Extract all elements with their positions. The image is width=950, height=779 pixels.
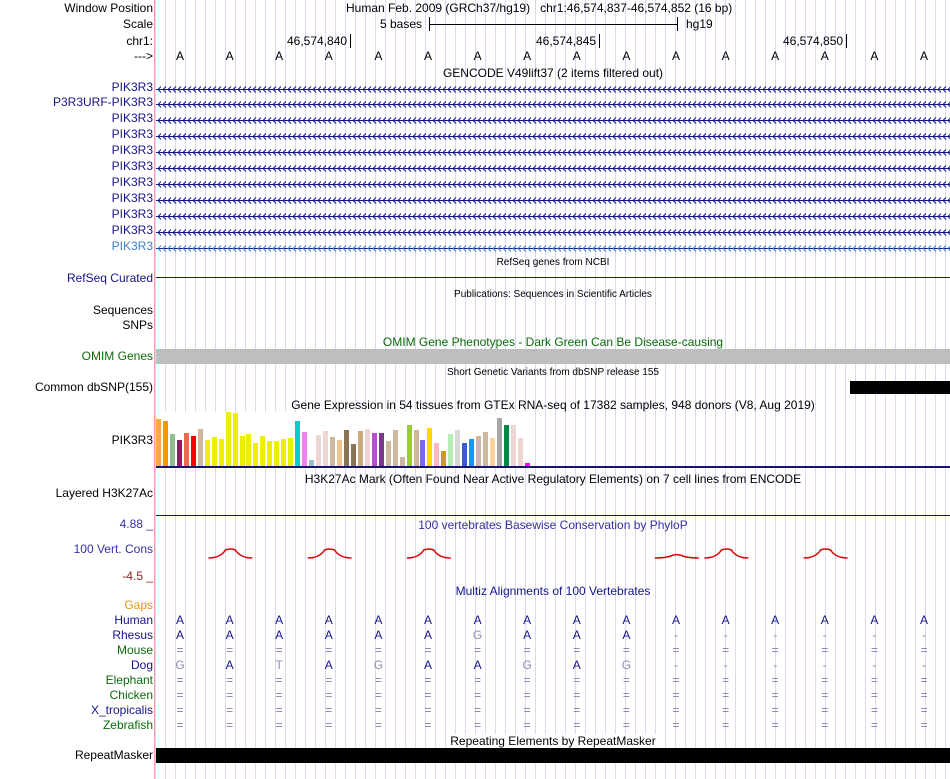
dbsnp-track-title[interactable]: Short Genetic Variants from dbSNP release 155 <box>447 367 659 378</box>
gtex-tissue-bar[interactable] <box>267 441 272 466</box>
alignment-base: A <box>721 613 730 627</box>
gtex-tissue-bar[interactable] <box>344 430 349 466</box>
gtex-tissue-bar[interactable] <box>490 438 495 466</box>
h3k27ac-track-title[interactable]: H3K27Ac Mark (Often Found Near Active Regulatory Elements) on 7 cell lines from ENCODE <box>304 472 802 486</box>
coord-tick: 46,574,850 <box>783 34 847 48</box>
gtex-tissue-bar[interactable] <box>309 460 314 466</box>
gtex-tissue-bar[interactable] <box>330 437 335 466</box>
alignment-base: - <box>723 658 728 672</box>
gtex-tissue-bar[interactable] <box>156 419 161 466</box>
gene-model[interactable] <box>156 194 950 203</box>
species-label[interactable]: Human <box>114 613 153 627</box>
alignment-base: = <box>176 673 184 687</box>
alignment-base: = <box>424 703 432 717</box>
publications-label-sequences[interactable]: Sequences <box>92 303 153 317</box>
alignment-base: G <box>373 658 384 672</box>
alignment-base: A <box>423 658 432 672</box>
gtex-tissue-bar[interactable] <box>260 436 265 466</box>
alignment-base: = <box>325 718 333 732</box>
alignment-base: G <box>621 658 632 672</box>
gtex-tissue-bar[interactable] <box>379 433 384 466</box>
gtex-tissue-bar[interactable] <box>462 443 467 466</box>
gene-label[interactable]: PIK3R3 <box>111 239 153 253</box>
alignment-base: A <box>572 658 581 672</box>
alignment-base: = <box>870 718 878 732</box>
alignment-base: = <box>722 703 730 717</box>
gtex-tissue-bar[interactable] <box>511 425 516 466</box>
alignment-base: = <box>424 643 432 657</box>
alignment-base: = <box>523 688 531 702</box>
alignment-base: = <box>325 703 333 717</box>
gtex-tissue-bar[interactable] <box>219 439 224 466</box>
base-letter: A <box>671 49 680 63</box>
gtex-tissue-bar[interactable] <box>226 412 231 466</box>
alignment-base: A <box>473 613 482 627</box>
alignment-base: = <box>176 703 184 717</box>
gtex-tissue-bar[interactable] <box>525 463 530 466</box>
phylop-max-label: 4.88 _ <box>119 517 153 531</box>
label-divider <box>154 0 155 779</box>
alignment-base: = <box>622 643 630 657</box>
alignment-base: = <box>573 718 581 732</box>
alignment-base: A <box>225 628 234 642</box>
gene-label[interactable]: PIK3R3 <box>111 80 153 94</box>
alignment-base: = <box>424 718 432 732</box>
alignment-base: A <box>523 613 532 627</box>
gene-model[interactable] <box>156 98 950 107</box>
phylop-track-label[interactable]: 100 Vert. Cons <box>73 542 153 556</box>
alignment-base: = <box>474 718 482 732</box>
alignment-base: = <box>275 673 283 687</box>
publications-track-title[interactable]: Publications: Sequences in Scientific Articles <box>454 289 652 300</box>
gtex-tissue-bar[interactable] <box>469 439 474 466</box>
refseq-track-line <box>156 277 950 278</box>
alignment-base: = <box>275 688 283 702</box>
gtex-tissue-bar[interactable] <box>170 434 175 466</box>
alignment-base: A <box>175 628 184 642</box>
gtex-track-title[interactable]: Gene Expression in 54 tissues from GTEx RNA-seq of 17382 samples, 948 donors (V8, Aug 2019) <box>291 398 815 412</box>
base-letter: A <box>870 49 879 63</box>
alignment-base: = <box>821 688 829 702</box>
alignment-base: = <box>672 643 680 657</box>
alignment-base: = <box>573 673 581 687</box>
phylop-peak <box>208 549 252 558</box>
alignment-base: = <box>573 703 581 717</box>
species-label[interactable]: X_tropicalis <box>90 703 153 717</box>
alignment-base: = <box>920 718 928 732</box>
scale-bar-right-tick <box>677 17 678 31</box>
alignment-base: = <box>374 643 382 657</box>
alignment-base: = <box>870 703 878 717</box>
gtex-tissue-bar[interactable] <box>414 430 419 466</box>
phylop-peak <box>804 549 848 558</box>
refseq-track-label[interactable]: RefSeq Curated <box>66 271 153 285</box>
alignment-base: = <box>226 643 234 657</box>
alignment-base: = <box>821 643 829 657</box>
alignment-base: A <box>275 613 284 627</box>
gtex-tissue-bar[interactable] <box>407 425 412 466</box>
gtex-tissue-bar[interactable] <box>302 432 307 466</box>
multiz-gaps-label[interactable]: Gaps <box>124 598 153 612</box>
alignment-base: = <box>226 673 234 687</box>
alignment-base: = <box>573 688 581 702</box>
gtex-tissue-bar[interactable] <box>177 440 182 466</box>
gtex-tissue-bar[interactable] <box>205 440 210 466</box>
gtex-tissue-bar[interactable] <box>497 418 502 466</box>
alignment-base: = <box>176 688 184 702</box>
alignment-base: = <box>920 688 928 702</box>
phylop-peak <box>407 549 451 558</box>
alignment-base: = <box>722 673 730 687</box>
alignment-base: = <box>622 673 630 687</box>
alignment-base: = <box>424 688 432 702</box>
species-label[interactable]: Chicken <box>109 688 153 702</box>
gtex-tissue-bar[interactable] <box>448 434 453 466</box>
h3k27ac-track-label[interactable]: Layered H3K27Ac <box>55 486 153 500</box>
gtex-tissue-bar[interactable] <box>386 441 391 466</box>
gene-model[interactable] <box>156 83 950 92</box>
alignment-base: = <box>176 718 184 732</box>
base-letter: A <box>423 49 432 63</box>
alignment-base: - <box>922 628 926 642</box>
alignment-base: = <box>474 643 482 657</box>
gene-model[interactable] <box>156 226 950 235</box>
alignment-base: A <box>324 613 333 627</box>
repeatmasker-track-title[interactable] <box>156 734 950 748</box>
alignment-base: A <box>622 628 631 642</box>
alignment-base: A <box>523 628 532 642</box>
gtex-tissue-bar[interactable] <box>434 443 439 466</box>
gtex-tissue-bar[interactable] <box>393 430 398 466</box>
alignment-base: = <box>226 688 234 702</box>
base-letter: A <box>771 49 780 63</box>
gene-label[interactable]: PIK3R3 <box>111 207 153 221</box>
omim-gene-bar[interactable] <box>156 349 950 364</box>
alignment-base: A <box>275 628 284 642</box>
gtex-tissue-bar[interactable] <box>253 443 258 466</box>
alignment-base: A <box>572 613 581 627</box>
coord-tick: 46,574,845 <box>536 34 600 48</box>
refseq-track-title[interactable]: RefSeq genes from NCBI <box>496 257 610 268</box>
alignment-base: = <box>325 673 333 687</box>
gtex-tissue-bar[interactable] <box>281 439 286 466</box>
alignment-base: = <box>176 643 184 657</box>
alignment-base: A <box>473 658 482 672</box>
alignment-base: = <box>821 703 829 717</box>
alignment-base: A <box>374 613 383 627</box>
species-label[interactable]: Dog <box>130 658 153 672</box>
alignment-base: A <box>572 628 581 642</box>
assembly-text <box>346 1 732 15</box>
gtex-tissue-bar[interactable] <box>288 438 293 466</box>
alignment-base: - <box>674 658 678 672</box>
alignment-base: G <box>472 628 483 642</box>
alignment-base: = <box>275 643 283 657</box>
phylop-min-label: -4.5 _ <box>122 569 153 583</box>
gene-model[interactable] <box>156 130 950 139</box>
base-letter: A <box>324 49 333 63</box>
alignment-base: A <box>324 658 333 672</box>
alignment-base: A <box>423 613 432 627</box>
omim-track-label[interactable]: OMIM Genes <box>81 349 153 363</box>
alignment-base: - <box>773 658 778 672</box>
gtex-tissue-bar[interactable] <box>191 436 196 466</box>
alignment-base: G <box>522 658 532 672</box>
alignment-base: A <box>622 613 631 627</box>
base-letter: A <box>374 49 383 63</box>
alignment-base: - <box>872 628 877 642</box>
alignment-base: A <box>374 628 383 642</box>
alignment-base: = <box>424 673 432 687</box>
base-letter: A <box>820 49 829 63</box>
phylop-peak <box>655 555 699 558</box>
gtex-tissue-bar[interactable] <box>365 429 370 466</box>
alignment-base: - <box>822 628 827 642</box>
gene-model[interactable] <box>156 210 950 219</box>
base-letter: A <box>473 49 482 63</box>
gtex-tissue-bar[interactable] <box>316 435 321 466</box>
alignment-base: - <box>822 658 827 672</box>
alignment-base: = <box>374 688 382 702</box>
alignment-base: - <box>922 658 926 672</box>
dbsnp-track-label[interactable]: Common dbSNP(155) <box>34 380 153 394</box>
gene-label[interactable]: PIK3R3 <box>111 191 153 205</box>
alignment-base: = <box>920 703 928 717</box>
gtex-tissue-bar[interactable] <box>483 432 488 466</box>
species-label[interactable]: Elephant <box>105 673 153 687</box>
alignment-base: A <box>870 613 879 627</box>
alignment-base: = <box>474 673 482 687</box>
gtex-tissue-bar[interactable] <box>198 429 203 466</box>
alignment-base: = <box>821 718 829 732</box>
alignment-base: A <box>225 613 234 627</box>
alignment-base: = <box>226 718 234 732</box>
gtex-tissue-bar[interactable] <box>163 421 168 466</box>
gene-label[interactable]: PIK3R3 <box>111 127 153 141</box>
alignment-base: = <box>722 718 730 732</box>
gtex-tissue-bar[interactable] <box>455 430 460 466</box>
gtex-tissue-bar[interactable] <box>427 428 432 466</box>
alignment-base: = <box>870 688 878 702</box>
alignment-base: T <box>275 658 283 672</box>
alignment-base: = <box>573 643 581 657</box>
alignment-base: = <box>275 718 283 732</box>
omim-track-title[interactable]: OMIM Gene Phenotypes - Dark Green Can Be Disease-causing <box>382 335 724 349</box>
alignment-base: - <box>872 658 877 672</box>
phylop-graph <box>156 540 950 570</box>
gene-label[interactable]: PIK3R3 <box>111 223 153 237</box>
gtex-tissue-bar[interactable] <box>518 438 523 466</box>
multiz-track-title[interactable]: Multiz Alignments of 100 Vertebrates <box>455 584 651 598</box>
dbsnp-variant-bar[interactable] <box>850 381 950 394</box>
alignment-base: = <box>771 703 779 717</box>
gtex-tissue-bar[interactable] <box>184 433 189 466</box>
publications-label-snps[interactable]: SNPs <box>122 318 153 332</box>
base-letter: A <box>225 49 234 63</box>
base-letter: A <box>919 49 928 63</box>
gtex-tissue-bar[interactable] <box>476 436 481 466</box>
alignment-base: = <box>771 688 779 702</box>
assembly-name: Human Feb. 2009 (GRCh37/hg19) <box>346 1 531 15</box>
gtex-tissue-bar[interactable] <box>351 444 356 466</box>
gtex-tissue-bar[interactable] <box>233 413 238 466</box>
species-label[interactable]: Zebrafish <box>102 718 153 732</box>
gene-model[interactable] <box>156 178 950 187</box>
gtex-tissue-bar[interactable] <box>358 431 363 466</box>
window-position-label: Window Position <box>64 1 153 15</box>
alignment-base: = <box>771 643 779 657</box>
gene-model[interactable] <box>156 242 950 251</box>
repeatmasker-title-text: Repeating Elements by RepeatMasker <box>450 734 656 748</box>
gene-model[interactable] <box>156 146 950 155</box>
phylop-peak <box>704 549 748 558</box>
gtex-tissue-bar[interactable] <box>441 451 446 466</box>
alignment-base: A <box>423 628 432 642</box>
h3k27ac-track-line <box>156 515 950 516</box>
alignment-base: = <box>523 703 531 717</box>
alignment-base: = <box>920 643 928 657</box>
scale-text: 5 bases <box>380 17 423 31</box>
alignment-base: = <box>622 718 630 732</box>
phylop-peak <box>308 549 352 558</box>
gtex-tissue-bar[interactable] <box>274 441 279 466</box>
gene-label[interactable]: PIK3R3 <box>111 111 153 125</box>
alignment-base: A <box>771 613 780 627</box>
alignment-base: = <box>672 673 680 687</box>
alignment-base: = <box>523 718 531 732</box>
alignment-base: = <box>920 673 928 687</box>
alignment-base: = <box>722 688 730 702</box>
species-label[interactable]: Mouse <box>116 643 153 657</box>
alignment-base: = <box>622 703 630 717</box>
alignment-base: - <box>723 628 728 642</box>
gtex-tissue-bar[interactable] <box>246 434 251 466</box>
gtex-tissue-bar[interactable] <box>372 433 377 466</box>
alignment-base: A <box>671 613 680 627</box>
base-letter: A <box>175 49 184 63</box>
chr-label: chr1: <box>126 34 153 48</box>
scale-bar-left-tick <box>429 17 430 31</box>
repeatmasker-bar[interactable] <box>156 748 950 763</box>
gene-label[interactable]: P3R3URF-PIK3R3 <box>52 95 153 109</box>
position-text: chr1:46,574,837-46,574,852 (16 bp) <box>540 1 733 15</box>
gtex-tissue-bar[interactable] <box>240 436 245 466</box>
base-letter: A <box>572 49 581 63</box>
alignment-base: = <box>523 673 531 687</box>
scale-bar <box>429 24 677 25</box>
alignment-base: A <box>820 613 829 627</box>
gene-label[interactable]: PIK3R3 <box>111 175 153 189</box>
gencode-track-title[interactable]: GENCODE V49lift37 (2 items filtered out) <box>442 66 664 80</box>
alignment-base: = <box>474 688 482 702</box>
gtex-baseline <box>156 466 950 468</box>
alignment-base: - <box>674 628 678 642</box>
base-letter: A <box>721 49 730 63</box>
strand-label: ---> <box>134 49 153 63</box>
alignment-base: = <box>622 688 630 702</box>
gtex-tissue-bar[interactable] <box>400 457 405 466</box>
base-letter: A <box>622 49 631 63</box>
phylop-track-title[interactable]: 100 vertebrates Basewise Conservation by PhyloP <box>418 518 688 532</box>
gtex-tissue-bar[interactable] <box>295 421 300 466</box>
coord-tick: 46,574,840 <box>287 34 351 48</box>
alignment-base: = <box>374 703 382 717</box>
alignment-base: = <box>474 703 482 717</box>
gene-label[interactable]: PIK3R3 <box>111 159 153 173</box>
gtex-track-label[interactable]: PIK3R3 <box>111 433 153 447</box>
alignment-base: = <box>821 673 829 687</box>
alignment-base: = <box>226 703 234 717</box>
alignment-base: = <box>374 673 382 687</box>
gtex-tissue-bar[interactable] <box>323 431 328 466</box>
gene-model[interactable] <box>156 114 950 123</box>
alignment-base: - <box>773 628 778 642</box>
gtex-tissue-bar[interactable] <box>212 437 217 466</box>
alignment-base: = <box>672 688 680 702</box>
scale-label: Scale <box>122 17 153 31</box>
alignment-base: = <box>722 643 730 657</box>
alignment-base: = <box>672 703 680 717</box>
alignment-base: A <box>175 613 184 627</box>
alignment-base: = <box>672 718 680 732</box>
scale-db: hg19 <box>686 17 713 31</box>
gtex-tissue-bar[interactable] <box>504 425 509 466</box>
base-letter: A <box>275 49 284 63</box>
alignment-base: = <box>870 643 878 657</box>
alignment-base: = <box>374 718 382 732</box>
gtex-tissue-bar[interactable] <box>337 440 342 466</box>
alignment-base: A <box>324 628 333 642</box>
alignment-base: = <box>870 673 878 687</box>
alignment-base: A <box>225 658 234 672</box>
alignment-base: = <box>325 688 333 702</box>
alignment-base: G <box>175 658 185 672</box>
gene-model[interactable] <box>156 162 950 171</box>
base-letter: A <box>523 49 532 63</box>
alignment-base: = <box>523 643 531 657</box>
alignment-base: = <box>771 673 779 687</box>
alignment-base: A <box>919 613 928 627</box>
alignment-base: = <box>275 703 283 717</box>
alignment-base: = <box>325 643 333 657</box>
alignment-base: = <box>771 718 779 732</box>
gtex-tissue-bar[interactable] <box>420 440 425 466</box>
species-label[interactable]: Rhesus <box>112 628 153 642</box>
repeatmasker-track-label[interactable]: RepeatMasker <box>74 748 153 762</box>
gene-label[interactable]: PIK3R3 <box>111 143 153 157</box>
